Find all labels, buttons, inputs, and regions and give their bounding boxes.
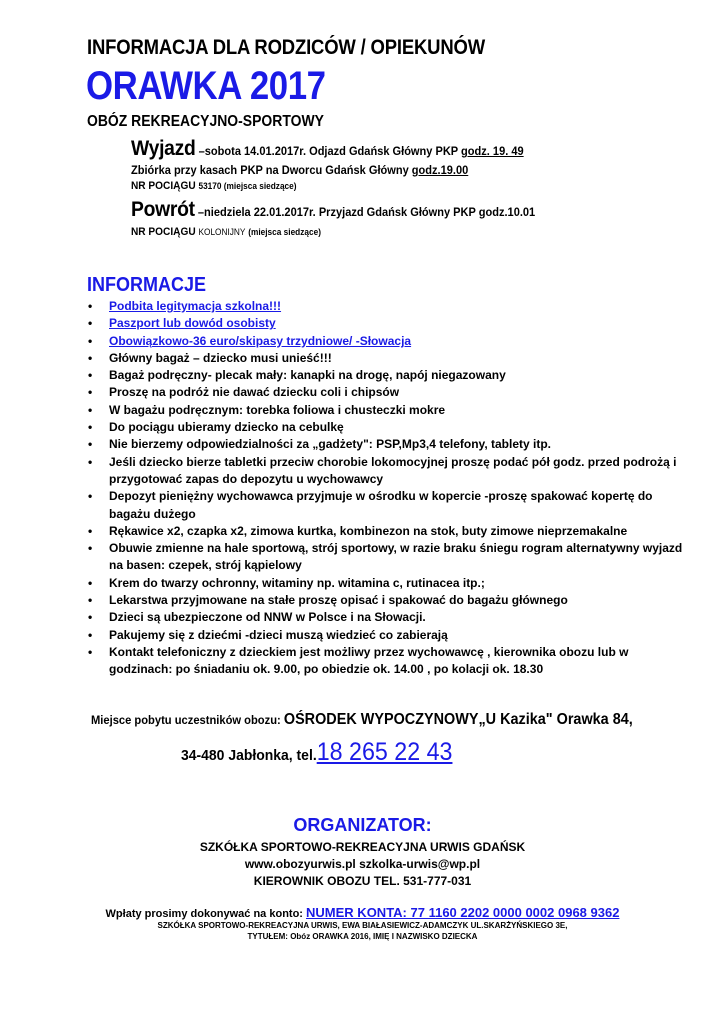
list-item: • W bagażu podręcznym: torebka foliowa i chusteczki mokre <box>87 402 687 419</box>
event-subtitle: OBÓZ REKREACYJNO-SPORTOWY <box>87 113 324 130</box>
stay-address-line <box>181 738 452 767</box>
meeting-text: Zbiórka przy kasach PKP na Dworcu Gdańsk Główny <box>131 163 409 177</box>
meeting-line <box>131 163 468 177</box>
departure-train-number: 53170 (miejsca siedzące) <box>198 181 297 191</box>
event-title: ORAWKA 2017 <box>86 64 326 108</box>
departure-text: –sobota 14.01.2017r. Odjazd Gdańsk Główny PKP <box>198 144 458 158</box>
organizer-manager: KIEROWNIK OBOZU TEL. 531-777-031 <box>253 874 472 888</box>
list-item: • Do pociągu ubieramy dziecko na cebulkę <box>87 419 687 436</box>
list-item: • Główny bagaż – dziecko musi unieść!!! <box>87 350 687 367</box>
organizer-heading: ORGANIZATOR: <box>293 815 432 835</box>
return-label: Powrót <box>131 198 195 221</box>
list-item: • Kontakt telefoniczny z dzieckiem jest możliwy przez wychowawcę , kierownika obozu lub w godzinach: po śniadaniu ok. 9.00, po obiedzie ok. 14.00 , po kolacji ok. 18.30 <box>87 644 687 679</box>
stay-label: Miejsce pobytu uczestników obozu: <box>91 713 281 727</box>
list-item: • Podbita legitymacja szkolna!!! <box>87 298 687 315</box>
payment-line <box>0 905 725 920</box>
departure-line <box>131 137 524 161</box>
list-item: • Dzieci są ubezpieczone od NNW w Polsce i na Słowacji. <box>87 609 687 626</box>
return-line <box>131 198 535 222</box>
payment-recipient: SZKÓŁKA SPORTOWO-REKREACYJNA URWIS, EWA BIAŁASIEWICZ-ADAMCZYK UL.SKARŻYŃSKIEGO 3E, <box>157 921 568 930</box>
list-item: • Depozyt pieniężny wychowawca przyjmuje w ośrodku w kopercie -proszę spakować kopertę do bagażu dużego <box>87 488 687 523</box>
return-text: –niedziela 22.01.2017r. Przyjazd Gdańsk Główny PKP godz.10.01 <box>197 205 536 219</box>
info-list <box>87 298 687 679</box>
stay-place: OŚRODEK WYPOCZYNOWY„U Kazika" Orawka 84, <box>283 711 633 728</box>
stay-phone-link[interactable]: 18 265 22 43 <box>316 738 453 766</box>
departure-train-label: NR POCIĄGU <box>131 180 196 192</box>
document-title: INFORMACJA DLA RODZICÓW / OPIEKUNÓW <box>87 36 485 59</box>
list-item: • Rękawice x2, czapka x2, zimowa kurtka, kombinezon na stok, buty zimowe nieprzemakalne <box>87 523 687 540</box>
list-item: • Jeśli dziecko bierze tabletki przeciw chorobie lokomocyjnej proszę podać pół godz. przed podrożą i przygotować zapas do depozytu u wychowawcy <box>87 454 687 489</box>
payment-label: Wpłaty prosimy dokonywać na konto: <box>105 908 303 920</box>
info-heading: INFORMACJE <box>87 274 207 296</box>
departure-time: godz. 19. 49 <box>461 144 524 158</box>
stay-address: 34-480 Jabłonka, tel. <box>181 747 317 764</box>
payment-title: TYTUŁEM: Obóz ORAWKA 2016, IMIĘ I NAZWISKO DZIECKA <box>247 932 478 941</box>
list-item: • Lekarstwa przyjmowane na stałe proszę opisać i spakować do bagażu głównego <box>87 592 687 609</box>
return-train-label: NR POCIĄGU <box>131 226 196 238</box>
organizer-contact: www.obozyurwis.pl szkolka-urwis@wp.pl <box>244 857 481 871</box>
meeting-time: godz.19.00 <box>411 163 469 177</box>
list-item: • Bagaż podręczny- plecak mały: kanapki na drogę, napój niegazowany <box>87 367 687 384</box>
return-train-type: KOLONIJNY <box>198 227 246 237</box>
departure-label: Wyjazd <box>131 137 196 160</box>
list-item: • Nie bierzemy odpowiedzialności za „gadżety": PSP,Mp3,4 telefony, tablety itp. <box>87 436 687 453</box>
list-item: • Obowiązkowo-36 euro/skipasy trzydniowe/ -Słowacja <box>87 333 687 350</box>
stay-line <box>91 711 633 729</box>
list-item: • Pakujemy się z dziećmi -dzieci muszą wiedzieć co zabierają <box>87 627 687 644</box>
account-number-link[interactable]: NUMER KONTA: 77 1160 2202 0000 0002 0968 9362 <box>306 905 620 920</box>
list-item: • Paszport lub dowód osobisty <box>87 315 687 332</box>
list-item: • Proszę na podróż nie dawać dziecku coli i chipsów <box>87 384 687 401</box>
return-train-line <box>131 226 321 238</box>
departure-train-line <box>131 180 297 192</box>
list-item: • Krem do twarzy ochronny, witaminy np. witamina c, rutinacea itp.; <box>87 575 687 592</box>
list-item: • Obuwie zmienne na hale sportową, strój sportowy, w razie braku śniegu rogram alternatywny wyjazd na basen: czepek, strój kąpielowy <box>87 540 687 575</box>
return-train-note: (miejsca siedzące) <box>248 227 321 237</box>
organizer-name: SZKÓŁKA SPORTOWO-REKREACYJNA URWIS GDAŃSK <box>199 840 526 854</box>
